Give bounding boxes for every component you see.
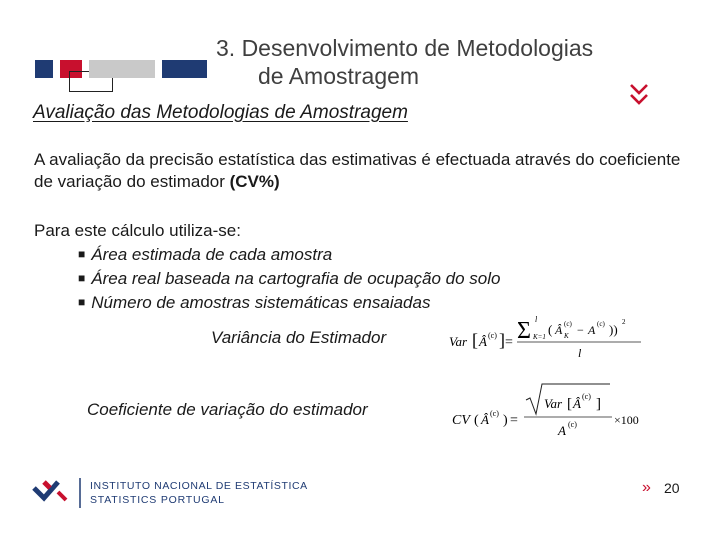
svg-text:K=1: K=1 — [533, 333, 546, 341]
bullet-square-icon: ■ — [78, 295, 86, 309]
ine-logo — [22, 474, 340, 512]
svg-text:l: l — [535, 315, 538, 324]
svg-text:−: − — [577, 323, 584, 337]
svg-text:(c): (c) — [597, 320, 605, 328]
slide-title-line2: de Amostragem — [258, 63, 420, 89]
svg-text:A: A — [588, 323, 596, 337]
svg-text:K: K — [564, 332, 569, 340]
svg-text:]: ] — [499, 330, 505, 350]
logo-line2: Statistics Portugal — [90, 494, 225, 506]
svg-text:[: [ — [567, 396, 572, 412]
bullet-square-icon: ■ — [78, 271, 86, 285]
svg-text:l: l — [578, 346, 582, 360]
bullet-item: ■ Área estimada de cada amostra — [78, 245, 333, 264]
svg-text:Â: Â — [481, 412, 489, 427]
intro-bold: (CV%) — [229, 172, 280, 191]
bullet-square-icon: ■ — [78, 247, 86, 261]
svg-text:[: [ — [472, 330, 478, 350]
double-chevron-down-icon — [628, 82, 650, 108]
double-chevron-right-icon: » — [642, 479, 651, 496]
variance-formula — [445, 312, 650, 362]
svg-text:CV: CV — [452, 413, 470, 428]
logo-line1: Instituto Nacional de Estatística — [90, 480, 308, 492]
svg-text:(c): (c) — [582, 392, 591, 401]
svg-text:]: ] — [596, 396, 601, 412]
svg-text:×100: ×100 — [614, 413, 639, 427]
intro-text: A avaliação da precisão estatística das estimativas é efectuada através do coeficiente de variação do estimador — [34, 150, 681, 191]
cv-formula — [450, 380, 650, 442]
svg-text:=: = — [505, 335, 513, 350]
intro-paragraph — [34, 149, 694, 193]
svg-text:Var: Var — [544, 396, 563, 411]
calc-intro: Para este cálculo utiliza-se: — [34, 221, 241, 240]
svg-text:Â: Â — [479, 334, 487, 349]
bullet-item: ■ Área real baseada na cartografia de ocupação do solo — [78, 269, 501, 288]
svg-text:(c): (c) — [564, 320, 572, 328]
svg-text:(c): (c) — [488, 331, 497, 340]
svg-text:2: 2 — [622, 318, 626, 326]
svg-text:Var: Var — [449, 334, 468, 349]
slide-title-line1: 3. Desenvolvimento de Metodologias — [216, 35, 594, 61]
page-number: 20 — [664, 480, 680, 496]
svg-text:Â: Â — [573, 396, 581, 411]
svg-text:)): )) — [609, 322, 618, 337]
cv-label: Coeficiente de variação do estimador — [87, 400, 368, 419]
svg-text:(c): (c) — [490, 409, 499, 418]
svg-text:(c): (c) — [568, 420, 577, 429]
svg-text:Σ: Σ — [517, 318, 531, 344]
variance-label: Variância do Estimador — [211, 328, 387, 347]
svg-text:A: A — [558, 423, 566, 438]
ine-logo-mark-icon — [22, 474, 340, 512]
svg-text:): ) — [503, 413, 508, 428]
svg-text:(: ( — [474, 413, 479, 428]
section-title: Avaliação das Metodologias de Amostragem — [33, 102, 408, 123]
svg-text:(: ( — [548, 322, 553, 337]
svg-text:Â: Â — [555, 323, 563, 337]
svg-text:=: = — [510, 413, 518, 428]
bullet-item: ■ Número de amostras sistemáticas ensaiadas — [78, 293, 431, 312]
